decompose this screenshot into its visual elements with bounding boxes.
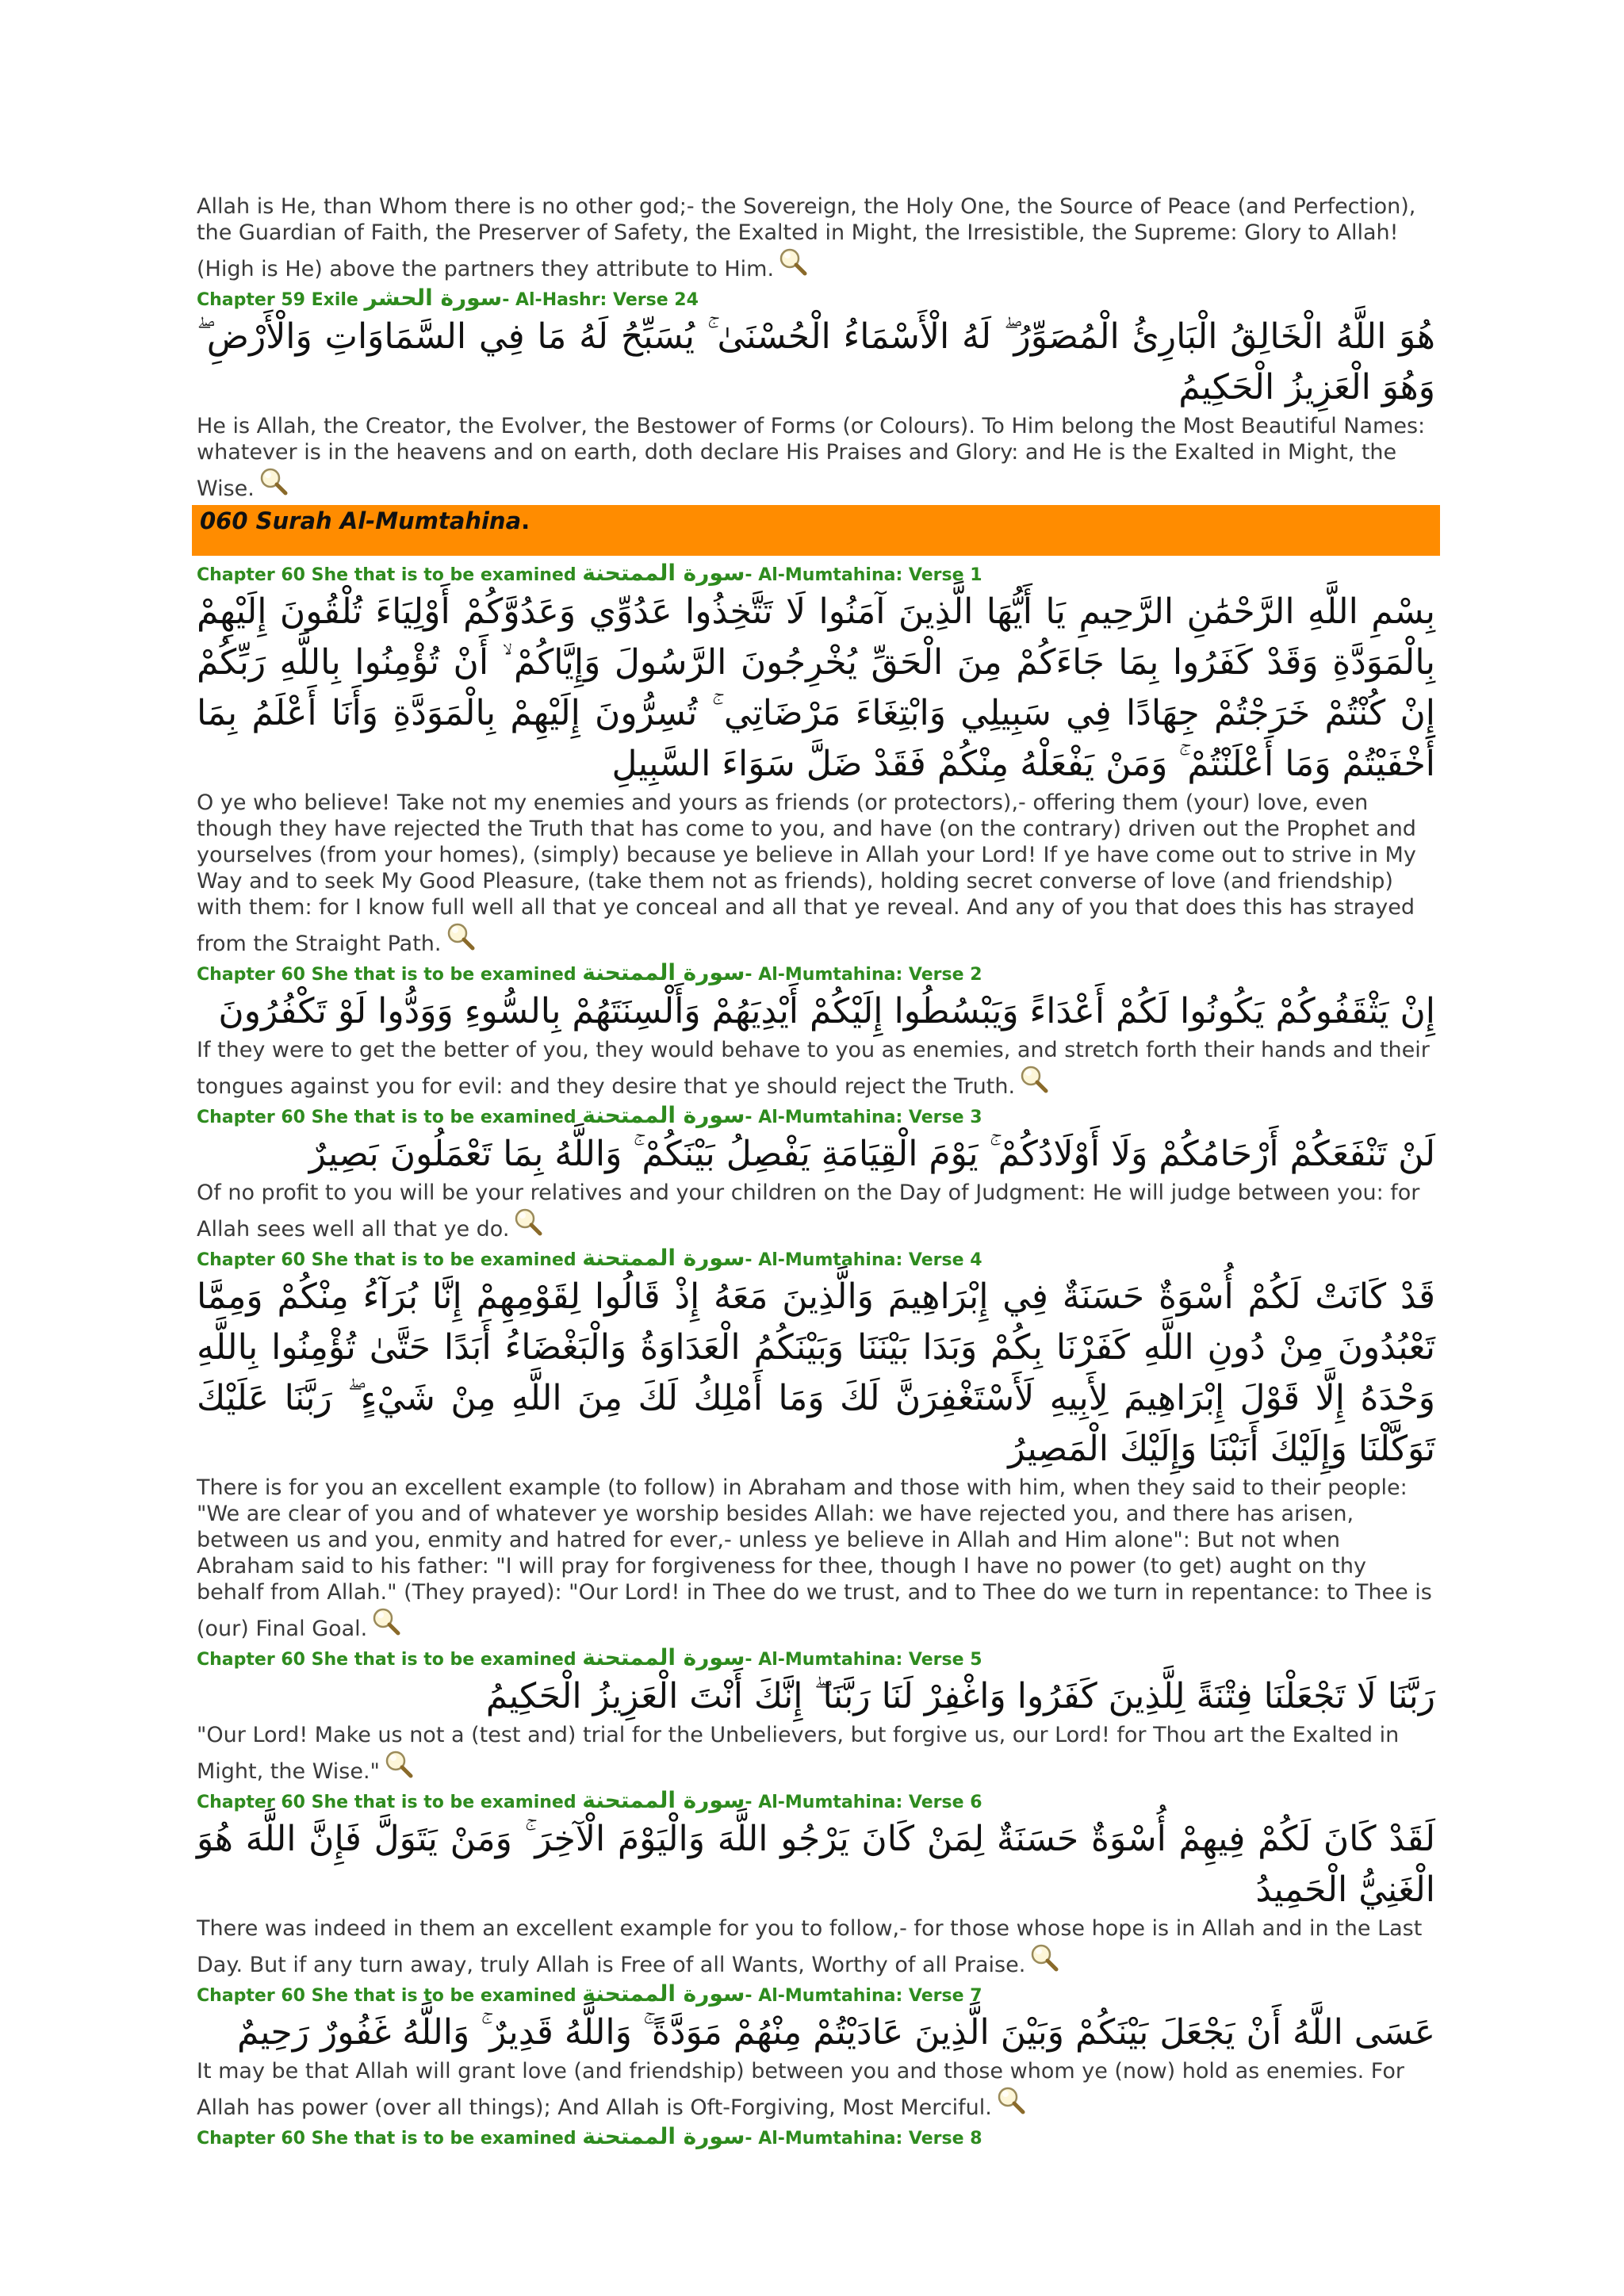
magnifier-icon[interactable] [383,1748,415,1780]
magnifier-icon[interactable] [445,920,477,952]
verse-reference: - Al-Mumtahina: Verse 5 [745,1650,982,1670]
surah-arabic-name: سورة الممتحنة [582,1644,745,1670]
translation-text [197,1915,1435,1978]
surah-arabic-name: سورة الحشر [364,285,503,311]
arabic-verse: هُوَ اللَّهُ الْخَالِقُ الْبَارِئُ الْمُصَوِّرُ ۖ لَهُ الْأَسْمَاءُ الْحُسْنَىٰ ۚ يُسَبِّحُ لَهُ مَا فِي السَّمَاوَاتِ وَالْأَرْضِ ۖ وَهُوَ الْعَزِيزُ الْحَكِيمُ [197,316,1435,408]
translation-text-content: Allah is He, than Whom there is no other god;- the Sovereign, the Holy One, the Source of Peace (and Perfection), the Guardian of Faith, the Preserver of Safety, the Exalted in Might, the Irresistible, the Supreme: Glory to Allah! (High is He) above the partners they attribute to Him. [197,194,1416,281]
surah-arabic-name: سورة الممتحنة [582,2123,745,2149]
magnifier-icon[interactable] [777,246,809,277]
surah-arabic-name: سورة الممتحنة [582,1245,745,1271]
arabic-verse: بِسْمِ اللَّهِ الرَّحْمَٰنِ الرَّحِيمِ يَا أَيُّهَا الَّذِينَ آمَنُوا لَا تَتَّخِذُوا عَدُوِّي وَعَدُوَّكُمْ أَوْلِيَاءَ تُلْقُونَ إِلَيْهِمْ بِالْمَوَدَّةِ وَقَدْ كَفَرُوا بِمَا جَاءَكُمْ مِنَ الْحَقِّ يُخْرِجُونَ الرَّسُولَ وَإِيَّاكُمْ ۙ أَنْ تُؤْمِنُوا بِاللَّهِ رَبِّكُمْ إِنْ كُنْتُمْ خَرَجْتُمْ جِهَادًا فِي سَبِيلِي وَابْتِغَاءَ مَرْضَاتِي ۚ تُسِرُّونَ إِلَيْهِمْ بِالْمَوَدَّةِ وَأَنَا أَعْلَمُ بِمَا أَخْفَيْتُمْ وَمَا أَعْلَنْتُمْ ۚ وَمَنْ يَفْعَلْهُ مِنْكُمْ فَقَدْ ضَلَّ سَوَاءَ السَّبِيلِ [197,591,1436,784]
chapter-verse-header [197,1644,1435,1671]
translation-text [197,193,1435,282]
surah-title-dot: . [521,507,530,534]
arabic-verse: قَدْ كَانَتْ لَكُمْ أُسْوَةٌ حَسَنَةٌ فِي إِبْرَاهِيمَ وَالَّذِينَ مَعَهُ إِذْ قَالُوا لِقَوْمِهِمْ إِنَّا بُرَآءُ مِنْكُمْ وَمِمَّا تَعْبُدُونَ مِنْ دُونِ اللَّهِ كَفَرْنَا بِكُمْ وَبَدَا بَيْنَنَا وَبَيْنَكُمُ الْعَدَاوَةُ وَالْبَغْضَاءُ أَبَدًا حَتَّىٰ تُؤْمِنُوا بِاللَّهِ وَحْدَهُ إِلَّا قَوْلَ إِبْرَاهِيمَ لِأَبِيهِ لَأَسْتَغْفِرَنَّ لَكَ وَمَا أَمْلِكُ لَكَ مِنَ اللَّهِ مِنْ شَيْءٍ ۖ رَبَّنَا عَلَيْكَ تَوَكَّلْنَا وَإِلَيْكَ أَنَبْنَا وَإِلَيْكَ الْمَصِيرُ [197,1276,1435,1469]
verse-reference: - Al-Mumtahina: Verse 4 [745,1250,982,1270]
magnifier-icon[interactable] [370,1605,402,1637]
arabic-verse: رَبَّنَا لَا تَجْعَلْنَا فِتْنَةً لِلَّذِينَ كَفَرُوا وَاغْفِرْ لَنَا رَبَّنَا ۖ إِنَّكَ أَنْتَ الْعَزِيزُ الْحَكِيمُ [485,1676,1435,1716]
chapter-title: Chapter 60 She that is to be examined [197,2129,576,2149]
translation-text [197,2058,1435,2121]
verse-reference: - Al-Mumtahina: Verse 8 [745,2129,982,2149]
translation-text [197,1722,1435,1785]
translation-text-content: If they were to get the better of you, they would behave to you as enemies, and stretch forth their hands and their tongues against you for evil: and they desire that ye should reject the Truth. [197,1038,1430,1099]
chapter-title: Chapter 60 She that is to be examined [197,1250,576,1270]
chapter-title: Chapter 60 She that is to be examined [197,1108,576,1127]
chapter-verse-header [197,562,1435,587]
magnifier-icon[interactable] [258,465,289,497]
chapter-title: Chapter 60 She that is to be examined [197,965,576,985]
verse-reference: - Al-Hashr: Verse 24 [502,290,699,310]
translation-text [197,1475,1435,1642]
translation-text-content: He is Allah, the Creator, the Evolver, the Bestower of Forms (or Colours). To Him belong the Most Beautiful Names: whatever is in the heavens and on earth, doth declare His Praises and Glory: and He is the Exalted in Might, the Wise. [197,414,1426,501]
magnifier-icon[interactable] [1028,1942,1060,1973]
surah-arabic-name: سورة الممتحنة [582,1787,745,1813]
magnifier-icon[interactable] [995,2084,1027,2116]
verse-reference: - Al-Mumtahina: Verse 2 [745,965,982,985]
verse-reference: - Al-Mumtahina: Verse 1 [745,565,982,585]
document-page [197,193,1435,2150]
arabic-verse: عَسَى اللَّهُ أَنْ يَجْعَلَ بَيْنَكُمْ وَبَيْنَ الَّذِينَ عَادَيْتُمْ مِنْهُمْ مَوَدَّةً ۚ وَاللَّهُ قَدِيرٌ ۚ وَاللَّهُ غَفُورٌ رَحِيمٌ [236,2012,1435,2053]
translation-text-content: Of no profit to you will be your relatives and your children on the Day of Judgment: He will judge between you: for Allah sees well all that ye do. [197,1181,1420,1242]
translation-text-content: O ye who believe! Take not my enemies and yours as friends (or protectors),- offering them (your) love, even though they have rejected the Truth that has come to you, and have (on the contrary) driven out the Prophet and yourselves (from your homes), (simply) because ye believe in Allah your Lord! If ye have come out to strive in My Way and to seek My Good Pleasure, (take them not as friends), holding secret converse of love (and friendship) with them: for I know full well all that ye conceal and all that ye reveal. And any of you that does this has strayed from the Straight Path. [197,790,1416,956]
surah-arabic-name: سورة الممتحنة [582,1102,745,1128]
surah-title-bar [192,505,1440,556]
surah-arabic-name: سورة الممتحنة [582,959,745,985]
chapter-verse-header [197,959,1435,986]
translation-text [197,413,1435,502]
magnifier-icon[interactable] [512,1206,544,1238]
chapter-title: Chapter 60 She that is to be examined [197,1793,576,1812]
translation-text-content: "Our Lord! Make us not a (test and) trial for the Unbelievers, but forgive us, our Lord! for Thou art the Exalted in Might, the Wise." [197,1723,1400,1784]
chapter-title: Chapter 60 She that is to be examined [197,565,576,585]
translation-text [197,1037,1435,1100]
verse-reference: - Al-Mumtahina: Verse 3 [745,1108,982,1127]
surah-title: 060 Surah Al-Mumtahina [200,507,522,534]
translation-text-content: There is for you an excellent example (to follow) in Abraham and those with him, when they said to their people: "We are clear of you and of whatever ye worship besides Allah: we have rejected you, and there has arisen, between us and you, enmity and hatred for ever,- unless ye believe in Allah and Him alone": But not when Abraham said to his father: "I will pray for forgiveness for thee, though I have no power (to get) aught on thy behalf from Allah." (They prayed): "Our Lord! in Thee do we trust, and to Thee do we turn in repentance: to Thee is (our) Final Goal. [197,1475,1432,1641]
surah-arabic-name: سورة الممتحنة [582,1980,745,2007]
arabic-verse: إِنْ يَثْقَفُوكُمْ يَكُونُوا لَكُمْ أَعْدَاءً وَيَبْسُطُوا إِلَيْكُمْ أَيْدِيَهُمْ وَأَلْسِنَتَهُمْ بِالسُّوءِ وَوَدُّوا لَوْ تَكْفُرُونَ [218,991,1435,1031]
chapter-title: Chapter 59 Exile [197,290,358,310]
verse-reference: - Al-Mumtahina: Verse 6 [745,1793,982,1812]
arabic-verse: لَقَدْ كَانَ لَكُمْ فِيهِمْ أُسْوَةٌ حَسَنَةٌ لِمَنْ كَانَ يَرْجُو اللَّهَ وَالْيَوْمَ الْآخِرَ ۚ وَمَنْ يَتَوَلَّ فَإِنَّ اللَّهَ هُوَ الْغَنِيُّ الْحَمِيدُ [197,1819,1435,1910]
translation-text-content: It may be that Allah will grant love (and friendship) between you and those whom ye (now) hold as enemies. For Allah has power (over all things); And Allah is Oft-Forgiving, Most Merciful. [197,2059,1404,2120]
chapter-verse-header [197,1104,1435,1129]
chapter-verse-header [197,287,1435,312]
verse-reference: - Al-Mumtahina: Verse 7 [745,1986,982,2006]
magnifier-icon[interactable] [1018,1063,1050,1095]
arabic-verse: لَنْ تَنْفَعَكُمْ أَرْحَامُكُمْ وَلَا أَوْلَادُكُمْ ۚ يَوْمَ الْقِيَامَةِ يَفْصِلُ بَيْنَكُمْ ۚ وَاللَّهُ بِمَا تَعْمَلُونَ بَصِيرٌ [308,1134,1435,1174]
chapter-title: Chapter 60 She that is to be examined [197,1650,576,1670]
chapter-verse-header [197,1247,1435,1272]
translation-text-content: There was indeed in them an excellent example for you to follow,- for those whose hope is in Allah and in the Last Day. But if any turn away, truly Allah is Free of all Wants, Worthy of all Praise. [197,1916,1423,1977]
chapter-verse-header [197,2123,1435,2150]
chapter-title: Chapter 60 She that is to be examined [197,1986,576,2006]
chapter-verse-header [197,1789,1435,1814]
chapter-verse-header [197,1980,1435,2007]
translation-text [197,1180,1435,1242]
surah-arabic-name: سورة الممتحنة [582,560,745,586]
translation-text [197,790,1435,957]
